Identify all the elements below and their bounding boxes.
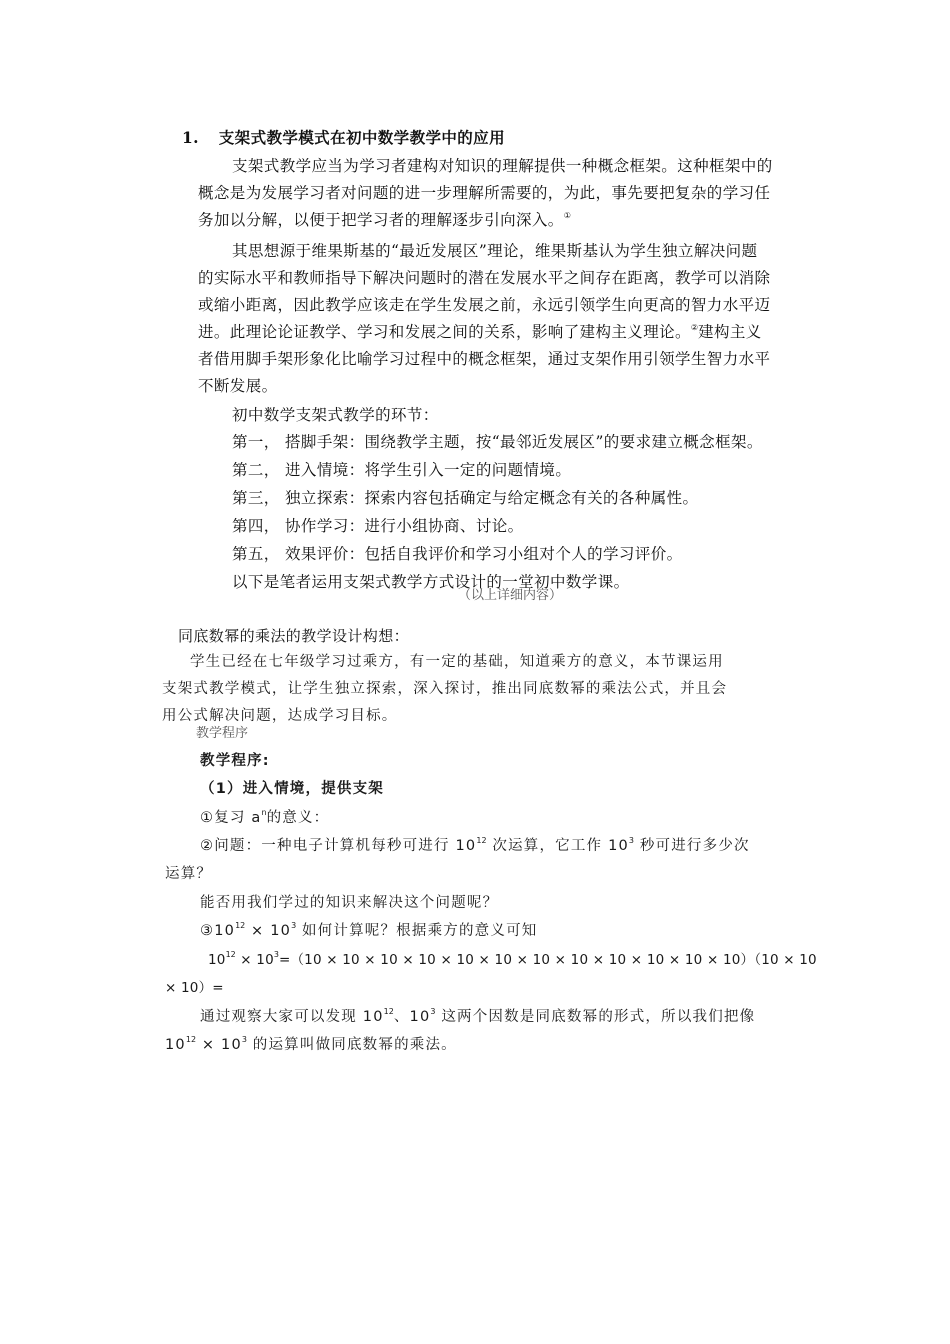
closing-line: 以下是笔者运用支架式教学方式设计的一堂初中数学课。 [232, 573, 630, 591]
question-line: 运算？ [165, 866, 213, 882]
paragraph-line: 务加以分解，以便于把学习者的理解逐步引向深入。① [198, 211, 571, 229]
observation-line: 通过观察大家可以发现 $10^{12}$、$10^3$ 这两个因数是同底数幂的形式，所以我们把像 [200, 1007, 756, 1025]
observation-line: $10^{12} \times 10^3$ 的运算叫做同底数幂的乘法。 [165, 1035, 457, 1053]
section-heading [182, 128, 505, 148]
paragraph-line: 者借用脚手架形象化比喻学习过程中的概念框架，通过支架作用引领学生智力水平 [198, 350, 771, 368]
heading-text: 支架式教学模式在初中数学教学中的应用 [218, 128, 505, 147]
procedure-title: 教学程序: [200, 753, 270, 769]
design-line: 用公式解决问题，达成学习目标。 [162, 708, 398, 724]
step-item: 第四， 协作学习：进行小组协商、讨论。 [232, 517, 524, 535]
question-line: 能否用我们学过的知识来解决这个问题呢？ [200, 895, 499, 911]
design-line: 支架式教学模式，让学生独立探索，深入探讨，推出同底数幂的乘法公式，并且会 [162, 681, 728, 697]
design-line: 学生已经在七年级学习过乘方，有一定的基础，知道乘方的意义，本节课运用 [190, 654, 724, 670]
paragraph-line: 其思想源于维果斯基的“最近发展区”理论，维果斯基认为学生独立解决问题 [232, 242, 758, 260]
paragraph-line: 不断发展。 [198, 377, 278, 395]
question-line: ②问题：一种电子计算机每秒可进行 $10^{12}$ 次运算，它工作 $10^3$ 秒可进行多少次 [200, 836, 750, 854]
equation-line: × 10）= [165, 980, 224, 996]
footnote-marker: ① [563, 211, 571, 220]
step-item: 第二， 进入情境：将学生引入一定的问题情境。 [232, 461, 572, 479]
paragraph-line: 进。此理论论证教学、学习和发展之间的关系，影响了建构主义理论。②建构主义 [198, 323, 762, 341]
steps-intro: 初中数学支架式教学的环节： [232, 406, 439, 424]
step-item: 第五， 效果评价：包括自我评价和学习小组对个人的学习评价。 [232, 545, 683, 563]
paragraph-line: 概念是为发展学习者对问题的进一步理解所需要的，为此，事先要把复杂的学习任 [198, 184, 771, 202]
paragraph-line: 或缩小距离，因此教学应该走在学生发展之前，永远引领学生向更高的智力水平迈 [198, 296, 771, 314]
clipped-text: 教学程序 [196, 726, 249, 741]
question-line: $③10^{12} \times 10^3$ 如何计算呢？根据乘方的意义可知 [200, 921, 538, 939]
step-item: 第一， 搭脚手架：围绕教学主题，按“最邻近发展区”的要求建立概念框架。 [232, 433, 763, 451]
equation-line: $10^{12} \times 10^3=(10 \times 10 \times 10 \times 10 \times 10 \times 10 \times 10 \times 10 \times 10 \times 10 \times 10 \times 10)(10 \times 10$ [208, 950, 817, 968]
paragraph-line: 支架式教学应当为学习者建构对知识的理解提供一种概念框架。这种框架中的 [232, 157, 773, 175]
footnote-marker: ② [690, 323, 699, 332]
paragraph-line: 的实际水平和教师指导下解决问题时的潜在发展水平之间存在距离，教学可以消除 [198, 269, 771, 287]
question-line: ①复习 $a^n$的意义： [200, 808, 330, 826]
design-title: 同底数幂的乘法的教学设计构想： [178, 627, 410, 645]
procedure-step: （1）进入情境，提供支架 [200, 781, 384, 797]
heading-number: 1. [182, 128, 199, 147]
step-item: 第三， 独立探索：探索内容包括确定与给定概念有关的各种属性。 [232, 489, 699, 507]
clipped-text: （以上详细内容） [458, 588, 563, 603]
